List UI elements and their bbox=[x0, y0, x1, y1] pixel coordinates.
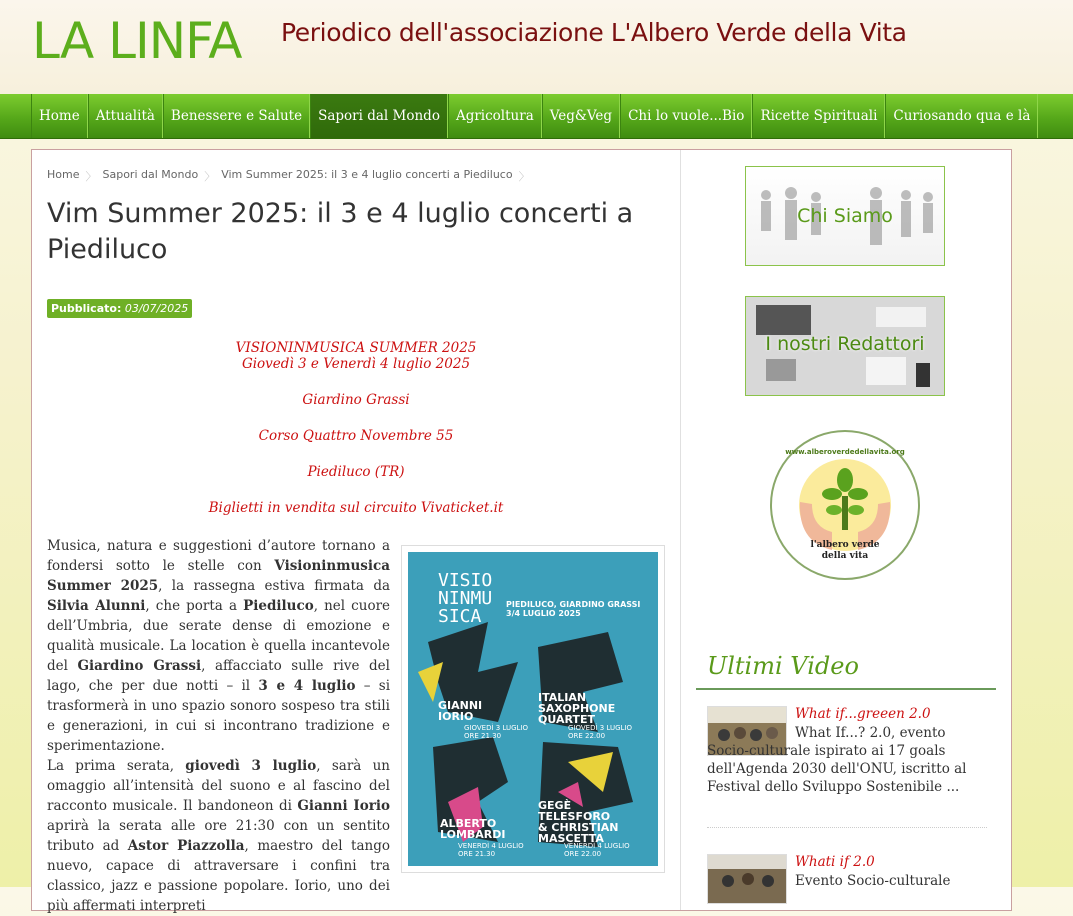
text-bold: Giardino Grassi bbox=[77, 658, 202, 674]
event-line-2: Giovedì 3 e Venerdì 4 luglio 2025 bbox=[241, 356, 471, 372]
text-run: , la rassegna estiva firmata da bbox=[158, 578, 391, 594]
poster-act-2 bbox=[538, 692, 615, 725]
nav-item-agricoltura[interactable]: Agricoltura bbox=[448, 94, 542, 138]
site-logo[interactable]: LA LINFA bbox=[32, 12, 242, 70]
nav-item-ricette[interactable]: Ricette Spirituali bbox=[752, 94, 885, 138]
text-run: , maestro del tango nuevo, capace di attraversare i confini tra classico, jazz e passione popolare. Iorio, uno dei più affermati interpreti bbox=[47, 838, 390, 914]
text-run: Musica, natura e suggestioni d’autore tornano a fondersi sotto le stelle con bbox=[47, 538, 390, 574]
video-title[interactable]: Whati if 2.0 bbox=[795, 854, 875, 870]
main-column bbox=[32, 150, 681, 914]
breadcrumb-home[interactable]: Home bbox=[47, 168, 80, 181]
poster-act-2-time: ORE 22.00 bbox=[568, 732, 606, 740]
video-title[interactable]: What if...greeen 2.0 bbox=[795, 706, 931, 722]
video-description: Evento Socio-culturale bbox=[795, 873, 951, 889]
breadcrumb-separator: 〉 bbox=[85, 170, 97, 183]
nav-item-bio[interactable]: Chi lo vuole...Bio bbox=[620, 94, 752, 138]
poster-act-2-date: GIOVEDÌ 3 LUGLIO bbox=[568, 724, 633, 732]
sidebar bbox=[681, 150, 1011, 910]
breadcrumb-separator: 〉 bbox=[204, 170, 216, 183]
poster-act-name: QUARTET bbox=[538, 713, 595, 726]
video-item[interactable] bbox=[707, 706, 987, 816]
poster-act-name: MASCETTA bbox=[538, 832, 604, 845]
text-bold: Piediluco bbox=[243, 598, 314, 614]
event-city: Piediluco (TR) bbox=[307, 464, 405, 480]
article-paragraph-1 bbox=[47, 536, 390, 756]
nav-item-attualita[interactable]: Attualità bbox=[88, 94, 163, 138]
poster-act-name: GIANNI bbox=[438, 699, 483, 712]
text-run: La prima serata, bbox=[47, 758, 186, 774]
video-item[interactable] bbox=[707, 854, 987, 904]
main-nav bbox=[0, 94, 1073, 139]
published-date: 03/07/2025 bbox=[124, 302, 189, 315]
poster-act-name: TELESFORO bbox=[538, 810, 611, 823]
text-run: , che porta a bbox=[145, 598, 244, 614]
poster-act-name: IORIO bbox=[438, 710, 474, 723]
event-line-1: VISIONINMUSICA SUMMER 2025 bbox=[235, 340, 477, 356]
site-header bbox=[0, 0, 1073, 94]
event-tickets: Biglietti in vendita sul circuito Vivaticket.it bbox=[208, 500, 504, 516]
chi-siamo-label: Chi Siamo bbox=[797, 205, 893, 227]
poster-title-line: NINMU bbox=[438, 588, 493, 609]
breadcrumb-separator: 〉 bbox=[518, 170, 530, 183]
text-bold: giovedì 3 luglio bbox=[185, 758, 317, 774]
text-run: , affacciato sulle rive del lago, che per due notti – il bbox=[47, 658, 390, 694]
logo-name-line: l'albero verde bbox=[810, 540, 880, 550]
article-paragraph-2 bbox=[47, 756, 390, 916]
association-logo[interactable] bbox=[770, 430, 920, 580]
poster-subtitle-line: 3/4 LUGLIO 2025 bbox=[506, 609, 581, 618]
poster-subtitle-line: PIEDILUCO, GIARDINO GRASSI bbox=[506, 600, 641, 609]
poster-subtitle bbox=[506, 600, 640, 618]
nav-item-vegveg[interactable]: Veg&Veg bbox=[542, 94, 620, 138]
text-bold: Silvia Alunni bbox=[47, 598, 146, 614]
poster-act-name: ALBERTO bbox=[440, 817, 497, 830]
videos-heading: Ultimi Video bbox=[707, 652, 859, 680]
nav-item-sapori[interactable]: Sapori dal Mondo bbox=[310, 94, 448, 138]
poster-act-name: SAXOPHONE bbox=[538, 702, 616, 715]
nav-item-benessere[interactable]: Benessere e Salute bbox=[163, 94, 310, 138]
poster-image bbox=[408, 552, 658, 866]
article-title: Vim Summer 2025: il 3 e 4 luglio concerti a Piediluco bbox=[47, 198, 634, 265]
poster-act-3-time: ORE 21.30 bbox=[458, 850, 496, 858]
text-run: – si trasformerà in uno spazio sonoro sospeso tra stili e generazioni, in cui si incontrano tradizione e sperimentazione. bbox=[47, 678, 391, 754]
text-bold: 3 e 4 luglio bbox=[258, 678, 356, 694]
logo-url: www.alberoverdedellavita.org bbox=[785, 448, 905, 456]
chi-siamo-banner[interactable] bbox=[745, 166, 945, 266]
site-tagline: Periodico dell'associazione L'Albero Verde della Vita bbox=[281, 18, 907, 47]
poster-title-line: SICA bbox=[438, 606, 482, 627]
poster-act-name: LOMBARDI bbox=[440, 828, 506, 841]
poster-act-1-date: GIOVEDÌ 3 LUGLIO bbox=[464, 724, 529, 732]
logo-name-line: della vita bbox=[821, 551, 869, 561]
poster-title-line: VISIO bbox=[438, 570, 493, 591]
event-address: Corso Quattro Novembre 55 bbox=[258, 428, 454, 444]
logo-name bbox=[792, 540, 898, 562]
videos-heading-divider bbox=[696, 688, 996, 690]
video-divider bbox=[707, 827, 987, 828]
text-bold: Visioninmusica Summer 2025 bbox=[47, 558, 390, 594]
event-venue: Giardino Grassi bbox=[302, 392, 410, 408]
redattori-banner[interactable] bbox=[745, 296, 945, 396]
nav-item-curiosando[interactable]: Curiosando qua e là bbox=[885, 94, 1038, 138]
video-description: What If...? 2.0, evento Socio-culturale ispirato ai 17 goals dell'Agenda 2030 dell'ONU, iscritto al Festival dello Sviluppo Sostenibile ... bbox=[707, 725, 967, 795]
breadcrumb-category[interactable]: Sapori dal Mondo bbox=[102, 168, 199, 181]
poster-title bbox=[438, 572, 492, 626]
poster-act-3 bbox=[440, 818, 506, 840]
poster-act-4-date: VENERDÌ 4 LUGLIO bbox=[564, 842, 630, 850]
nav-item-home[interactable]: Home bbox=[31, 94, 88, 138]
event-poster[interactable] bbox=[401, 545, 665, 873]
poster-act-name: ITALIAN bbox=[538, 691, 587, 704]
text-run: , sarà un omaggio all’intensità del suono e al fascino del racconto musicale. Il bandoneon di bbox=[47, 758, 390, 814]
text-bold: Astor Piazzolla bbox=[127, 838, 245, 854]
poster-act-3-date: VENERDÌ 4 LUGLIO bbox=[458, 842, 524, 850]
breadcrumb-current: Vim Summer 2025: il 3 e 4 luglio concerti a Piediluco bbox=[221, 168, 513, 181]
content-wrapper bbox=[31, 149, 1012, 914]
published-label: Pubblicato: bbox=[51, 302, 122, 315]
poster-act-1-time: ORE 21.30 bbox=[464, 732, 502, 740]
poster-act-name: & CHRISTIAN bbox=[538, 821, 619, 834]
published-badge bbox=[47, 299, 192, 318]
text-run: , nel cuore dell’Umbria, due serate dense di emozione e qualità musicale. La location è quella incantevole del bbox=[47, 598, 391, 674]
text-bold: Gianni Iorio bbox=[297, 798, 390, 814]
poster-act-4 bbox=[538, 800, 619, 844]
poster-act-4-time: ORE 22.00 bbox=[564, 850, 602, 858]
text-run: aprirà la serata alle ore 21:30 con un sentito tributo ad bbox=[47, 818, 390, 854]
poster-act-1 bbox=[438, 700, 482, 722]
redattori-label: I nostri Redattori bbox=[765, 333, 925, 355]
poster-act-name: GEGÈ bbox=[538, 799, 572, 812]
breadcrumb bbox=[47, 168, 536, 184]
